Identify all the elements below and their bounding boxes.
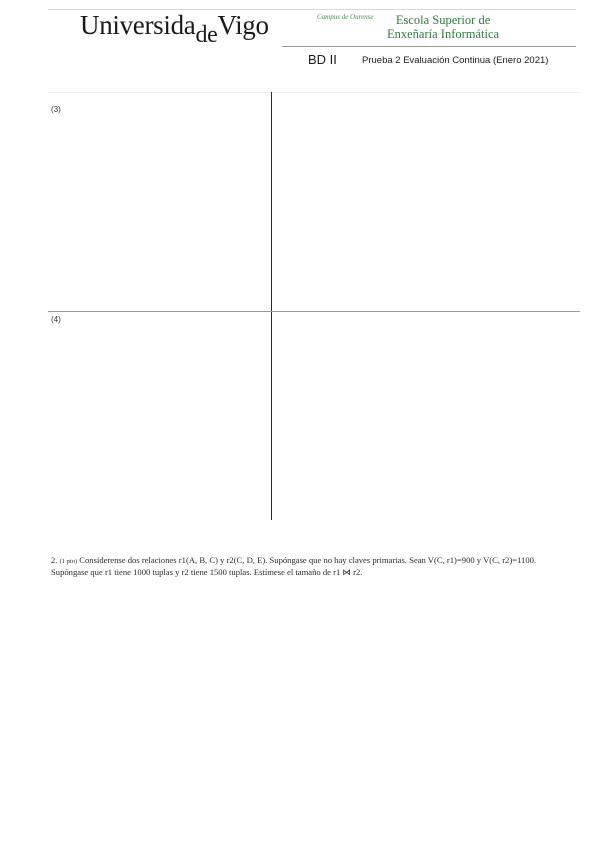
answer-area-vertical-divider bbox=[271, 92, 272, 520]
school-line-2: Enxeñaría Informática bbox=[387, 27, 500, 41]
logo-main: Universida bbox=[80, 10, 196, 40]
logo-end: Vigo bbox=[217, 10, 269, 40]
exam-title: Prueba 2 Evaluación Continua (Enero 2021) bbox=[362, 55, 549, 66]
school-name bbox=[387, 13, 499, 41]
question-2-number: 2. bbox=[51, 555, 58, 565]
question-2-points: (1 pto) bbox=[59, 558, 78, 565]
course-code: BD II bbox=[308, 52, 337, 67]
logo-sub: de bbox=[195, 22, 218, 48]
header-divider bbox=[282, 46, 576, 47]
school-line-1: Escola Superior de bbox=[395, 13, 491, 27]
answer-area-top-rule bbox=[48, 92, 580, 93]
answer-box-3-label: (3) bbox=[51, 105, 61, 114]
university-logo bbox=[80, 10, 269, 48]
campus-label: Campus de Ourense bbox=[317, 13, 374, 21]
answer-box-4-label: (4) bbox=[51, 315, 61, 324]
question-2 bbox=[51, 555, 573, 578]
answer-area-horizontal-divider bbox=[48, 311, 580, 312]
question-2-text: Considerense dos relaciones r1(A, B, C) y r2(C, D, E). Supóngase que no hay claves primarias. Sean V(C, r1)=900 y V(C, r2)=1100. Supóngase que r1 tiene 1000 tuplas y r2 tiene 1500 tuplas. Estímese el tamaño de r1 ⋈ r2. bbox=[51, 555, 537, 577]
